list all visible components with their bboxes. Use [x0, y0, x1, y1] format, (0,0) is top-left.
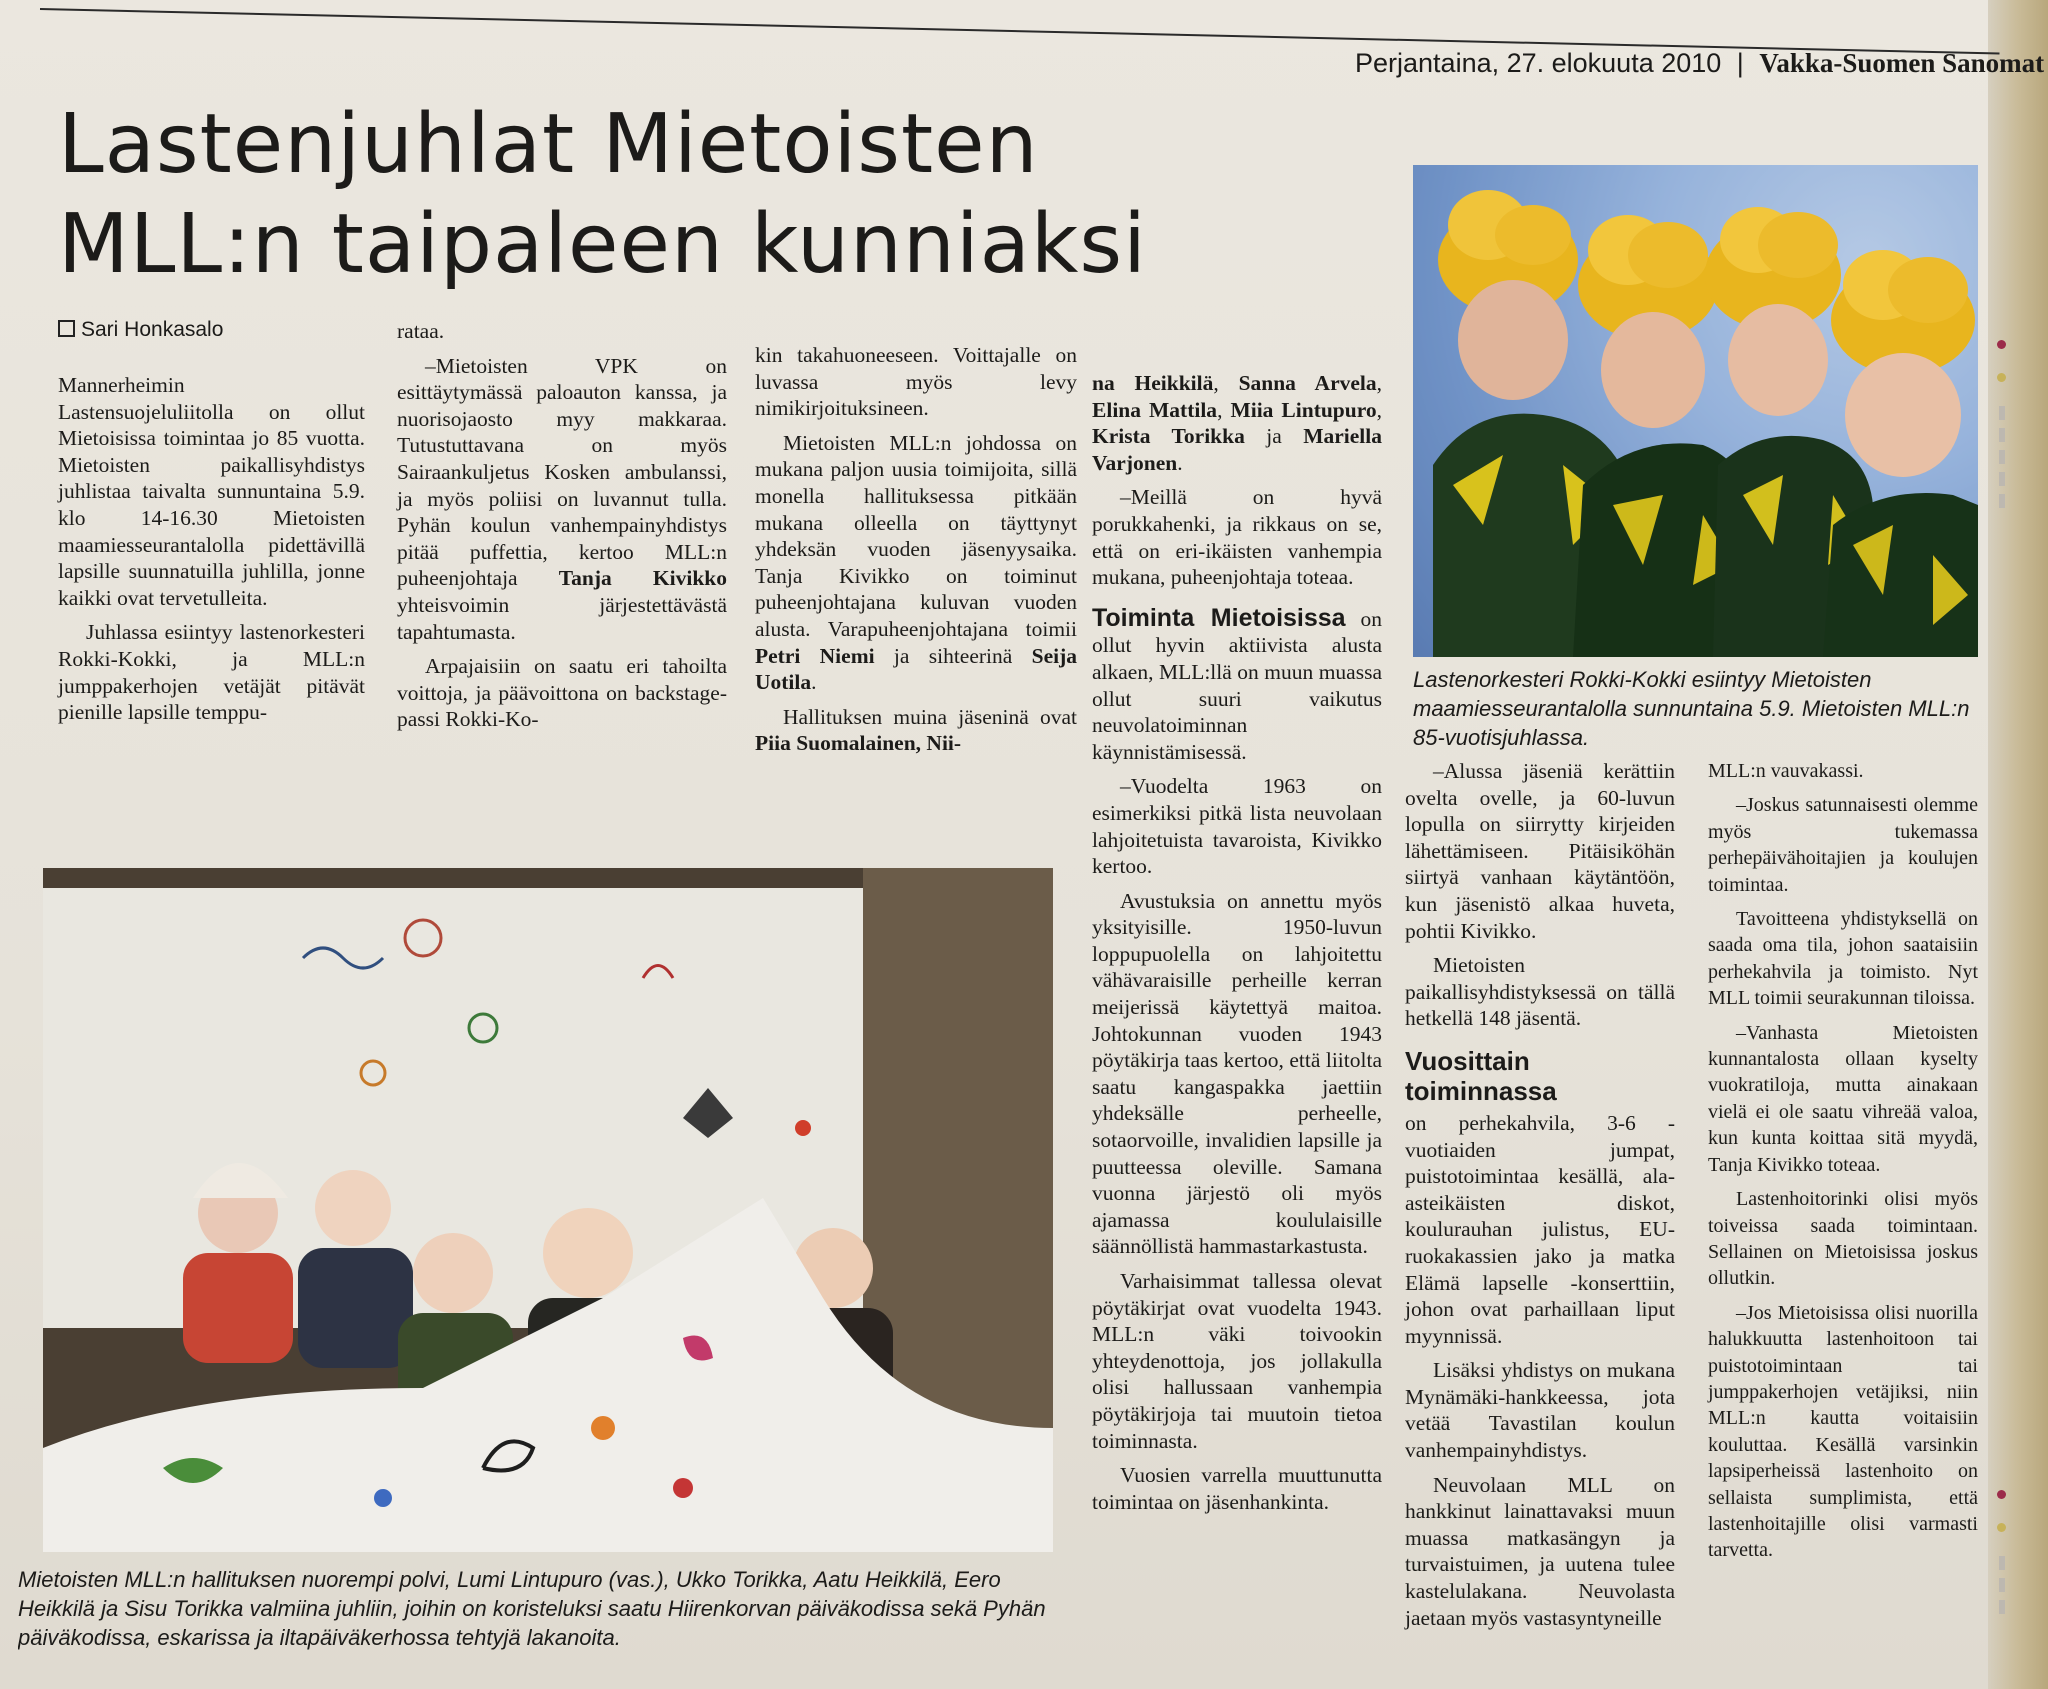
paragraph: Mannerheimin Lastensuojeluliitolla on ollut Mietoisissa toimintaa jo 85 vuotta. Mietoisten paikallisyhdistys juhlistaa taivalta sunnuntaina 5.9. klo 14-16.30 Mietoisten maamiesseurantalolla pidettävillä lapsille suunnatuilla juhlilla, jonne kaikki ovat tervetulleita.	[58, 373, 365, 610]
band-photo-illustration	[1413, 165, 1978, 657]
headline-line-1: Lastenjuhlat Mietoisten	[58, 97, 1039, 192]
children-photo-illustration	[43, 868, 1053, 1552]
paragraph	[755, 430, 1077, 696]
paragraph: –Alussa jäseniä kerättiin ovelta ovelle, ja 60-luvun lopulla on siirrytty kirjeiden lähettämiseen. Pitäisiköhän siirtyä vanhaan käytäntöön, kun jäsenistö alkaa huveta, pohtii Kivikko.	[1405, 759, 1675, 943]
margin-bar	[1999, 1600, 2005, 1614]
text-run: ja	[1244, 424, 1304, 449]
paragraph: Varhaisimmat tallessa olevat pöytäkirjat ovat vuodelta 1943. MLL:n väki toivookin yhteydenottoja, jos jollakulla olisi hallussaan vanhempia pöytäkirjoja tai muutoin tietoa toiminnasta.	[1092, 1269, 1382, 1453]
children-photo-caption: Mietoisten MLL:n hallituksen nuorempi polvi, Lumi Lintupuro (vas.), Ukko Torikka, Aatu Heikkilä, Eero Heikkilä ja Sisu Torikka valmiina juhliin, joihin on koristeluksi saatu Hiirenkorvan päiväkodissa sekä Pyhän päiväkodissa, eskarissa ja iltapäiväkerhossa tehtyjä lakanoita.	[18, 1567, 1046, 1650]
text-run: .	[1177, 450, 1183, 475]
margin-bar	[1999, 1578, 2005, 1592]
margin-markers-lower	[1997, 1490, 2006, 1622]
subheading: Vuosittain toiminnassa	[1405, 1045, 1557, 1106]
margin-bar	[1999, 1556, 2005, 1570]
paragraph: Arpajaisiin on saatu eri tahoilta voittoja, ja päävoittona on backstage-passi Rokki-Ko-	[397, 654, 727, 732]
paragraph: Avustuksia on annettu myös yksityisille. 1950-luvun loppupuolella on lahjoitettu vähävaraisille perheille kerran meijerissä käytettyä maitoa. Johtokunnan vuoden 1943 pöytäkirja taas kertoo, että liitolta saatu kangaspakka jaettiin yhdeksälle perheelle, sotaorvoille, invalidien lapsille ja puutteessa oleville. Samana vuonna järjestö oli myös ajamassa koululaisille säännöllistä hammastarkastusta.	[1092, 888, 1382, 1259]
article-column-3	[755, 342, 1077, 757]
text-run: yhteisvoimin järjestettävästä tapahtumasta.	[397, 592, 727, 644]
paragraph: Tavoitteena yhdistyksellä on saada oma tila, johon saataisiin perhekahvila ja toimisto. Nyt MLL toimii seurakunnan tiloissa.	[1708, 908, 1978, 1010]
margin-bar	[1999, 494, 2005, 508]
paragraph: on perhekahvila, 3-6 -vuotiaiden jumpat, puistotoimintaa kesällä, ala-asteikäisten diskot, koulurauhan julistus, EU-ruokakassien jako ja matka Elämä lapselle -konserttiin, johon ovat parhaillaan liput myynnissä.	[1405, 1110, 1675, 1348]
paragraph	[1092, 605, 1382, 766]
magenta-dot-icon	[1997, 340, 2006, 349]
text-run: –Mietoisten VPK on esittäytymässä paloauton kanssa, ja nuorisojaosto myy makkaraa. Tutustuttavana on myös Sairaankuljetus Kosken ambulanssi, ja myös poliisi on luvannut tulla. Pyhän koulun vanhempainyhdistys pitää puffettia, kertoo MLL:n puheenjohtaja	[397, 353, 727, 591]
children-photo	[43, 868, 1053, 1552]
person-name: Seija Uotila	[755, 643, 1078, 695]
text-run: ,	[1376, 371, 1383, 395]
paragraph: kin takahuoneeseen. Voittajalle on luvassa myös levy nimikirjoituksineen.	[755, 343, 1077, 421]
article-column-1	[58, 372, 365, 726]
paragraph: Vuosien varrella muuttunutta toimintaa on jäsenhankinta.	[1092, 1463, 1382, 1514]
headline-line-2: MLL:n taipaleen kunniaksi	[58, 197, 1147, 292]
text-run: ,	[1376, 397, 1383, 422]
margin-bar	[1999, 450, 2005, 464]
margin-bar	[1999, 406, 2005, 420]
text-run: Hallituksen muina jäseninä ovat	[783, 704, 1077, 729]
paragraph	[397, 353, 727, 646]
paragraph: –Vanhasta Mietoisten kunnantalosta ollaan kyselty vuokratiloja, mutta ainakaan vielä ei ole saatu vihreää valoa, kun kunta koittaa sitä myydä, Tanja Kivikko toteaa.	[1708, 1021, 1978, 1176]
yellow-dot-icon	[1997, 373, 2006, 382]
text-run: ,	[1217, 397, 1231, 422]
person-name: Piia Suomalainen, Nii-	[755, 731, 962, 756]
paragraph: Lisäksi yhdistys on mukana Mynämäki-hankkeessa, jota vetää Tavastilan koulun vanhempainyhdistys.	[1405, 1358, 1675, 1463]
text-run: ,	[1213, 371, 1239, 395]
paragraph: Mietoisten paikallisyhdistyksessä on tällä hetkellä 148 jäsentä.	[1405, 953, 1675, 1031]
article-column-5	[1405, 758, 1675, 1631]
square-outline-icon	[58, 320, 75, 337]
margin-bar	[1999, 472, 2005, 486]
paragraph: Juhlassa esiintyy lastenorkesteri Rokki-Kokki, ja MLL:n jumppakerhojen vetäjät pitävät pienille lapsille temppu-	[58, 620, 365, 725]
text-run: .	[811, 670, 817, 695]
margin-markers	[1997, 340, 2006, 516]
issue-date: Perjantaina, 27. elokuuta 2010	[1355, 48, 1722, 78]
paragraph: –Vuodelta 1963 on esimerkiksi pitkä lista neuvolaan lahjoitetuista tavaroista, Kivikko kertoo.	[1092, 774, 1382, 879]
person-name: Petri Niemi	[755, 643, 875, 668]
article-column-2	[397, 318, 727, 733]
article-headline	[58, 95, 1298, 295]
magenta-dot-icon	[1997, 1490, 2006, 1499]
person-name: Miia Lintupuro	[1230, 397, 1377, 422]
subheading: Toiminta Mietoisissa	[1092, 603, 1346, 632]
child-1	[183, 1163, 293, 1363]
paragraph: rataa.	[397, 319, 445, 343]
author-name: Sari Honkasalo	[81, 318, 224, 341]
newspaper-name: Vakka-Suomen Sanomat	[1759, 48, 2045, 78]
header-separator: |	[1736, 48, 1744, 78]
article-column-6	[1708, 758, 1978, 1564]
byline	[58, 318, 223, 342]
yellow-dot-icon	[1997, 1523, 2006, 1532]
paragraph	[1092, 370, 1382, 476]
person-name: Krista Torikka	[1092, 424, 1245, 449]
text-run: on ollut hyvin aktiivista alusta alkaen, MLL:llä on muun muassa ollut suuri vaikutus neuvolatoiminnan käynnistämisessä.	[1092, 606, 1382, 764]
paragraph: Lastenhoitorinki olisi myös toiveissa saada toimintaan. Sellainen on Mietoisissa joskus ollutkin.	[1708, 1188, 1978, 1290]
paragraph: Neuvolaan MLL on hankkinut lainattavaksi muun muassa matkasängyn ja turvaistuimen, ja uutena tulee kastelulakana. Neuvolasta jaetaan myös vastasyntyneille	[1405, 1472, 1675, 1630]
person-name: na Heikkilä	[1092, 371, 1214, 395]
person-name: Elina Mattila	[1092, 397, 1218, 422]
person-name: Mariella Varjonen	[1092, 424, 1382, 475]
person-name: Sanna Arvela	[1238, 371, 1377, 395]
paragraph: –Meillä on hyvä porukkahenki, ja rikkaus on se, että on eri-ikäisten vanhempia mukana, puheenjohtaja toteaa.	[1092, 485, 1382, 590]
band-photo	[1413, 165, 1978, 657]
page-binding-edge	[1988, 0, 2048, 1689]
paragraph: MLL:n vauvakassi.	[1708, 760, 1864, 782]
paragraph: –Joskus satunnaisesti olemme myös tukemassa perhepäivähoitajien ja koulujen toimintaa.	[1708, 794, 1978, 896]
margin-bar	[1999, 428, 2005, 442]
article-column-4	[1092, 370, 1382, 1515]
band-photo-caption: Lastenorkesteri Rokki-Kokki esiintyy Mietoisten maamiesseurantalolla sunnuntaina 5.9. Mietoisten MLL:n 85-vuotisjuhlassa.	[1413, 667, 1970, 750]
paragraph: –Jos Mietoisissa olisi nuorilla halukkuutta lastenhoitoon tai puistotoimintaan tai jumppakerhojen vetäjiksi, niin MLL:n kautta voitaisiin kouluttaa. Kesällä varsinkin lapsiperheissä lastenhoito on sellaista sumplimista, että lastenhoitajille olisi varmasti tarvetta.	[1708, 1301, 1978, 1562]
paragraph	[755, 704, 1077, 757]
page-header	[1355, 48, 2045, 79]
text-run: Mietoisten MLL:n johdossa on mukana paljon uusia toimijoita, sillä monella hallituksessa pitkään mukana olleella on täyttynyt yhdeksän vuoden jäsenyysaika. Tanja Kivikko on toiminut puheenjohtajana kuluvan vuoden alusta. Varapuheenjohtajana toimii	[755, 430, 1077, 641]
person-name: Tanja Kivikko	[558, 566, 727, 591]
text-run: ja sihteerinä	[874, 643, 1032, 668]
